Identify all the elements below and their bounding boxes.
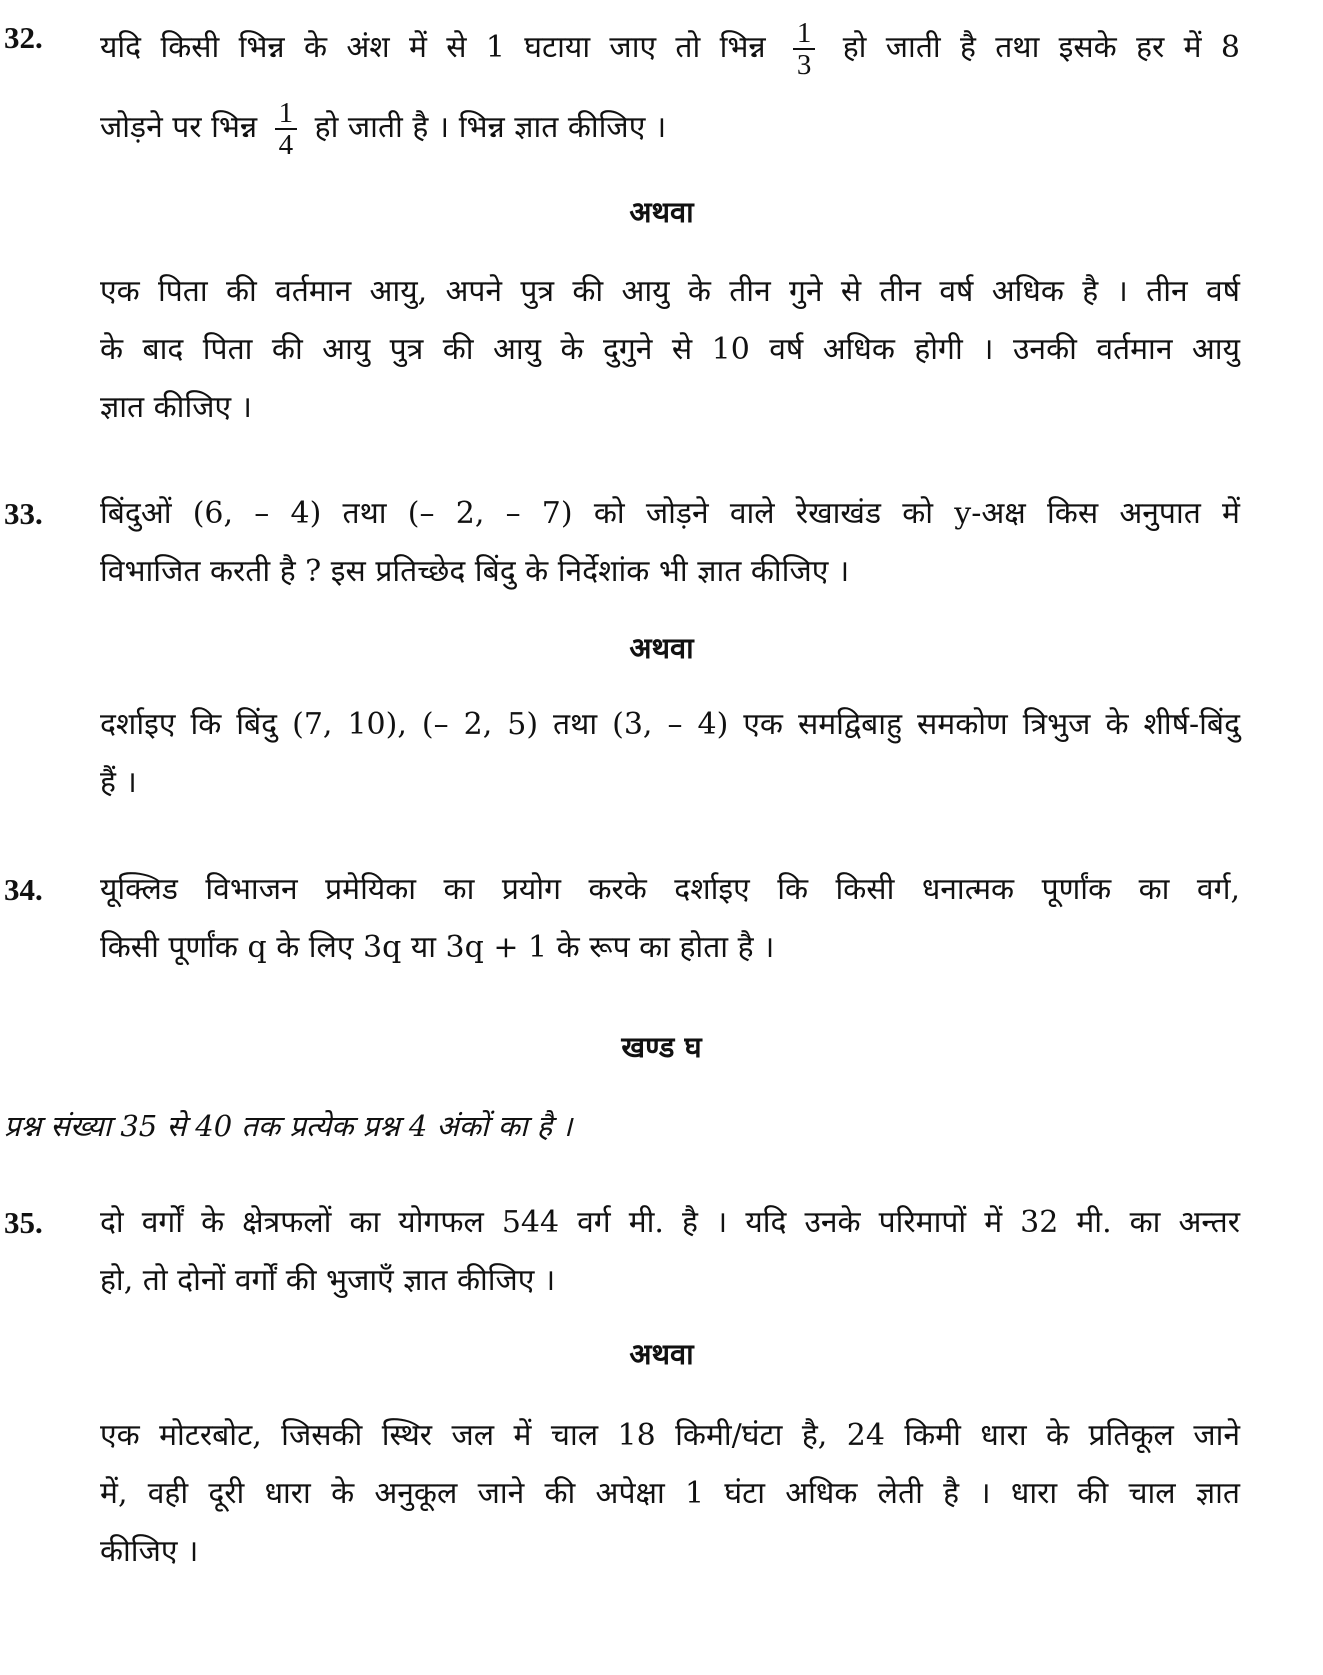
question-number: 34. bbox=[4, 872, 43, 907]
question-number: 33. bbox=[4, 496, 43, 531]
text-segment: हो जाती है । भिन्न ज्ञात कीजिए । bbox=[314, 110, 667, 145]
text-segment: जोड़ने पर भिन्न bbox=[100, 110, 258, 145]
fraction bbox=[275, 98, 298, 160]
question-text-line bbox=[100, 18, 1240, 80]
text-segment: यदि किसी भिन्न के अंश में से 1 घटाया जाए तो भिन्न bbox=[100, 30, 766, 65]
fraction-numerator: 1 bbox=[275, 98, 298, 130]
or-heading: अथवा bbox=[629, 1337, 694, 1371]
question-text-line: यूक्लिड विभाजन प्रमेयिका का प्रयोग करके दर्शाइए कि किसी धनात्मक पूर्णांक का वर्ग, bbox=[100, 872, 1240, 907]
fraction-denominator: 4 bbox=[278, 129, 294, 161]
question-text-line: विभाजित करती है ? इस प्रतिच्छेद बिंदु के निर्देशांक भी ज्ञात कीजिए । bbox=[100, 554, 850, 589]
question-text-line: दो वर्गों के क्षेत्रफलों का योगफल 544 वर्ग मी. है । यदि उनके परिमापों में 32 मी. का अन्तर bbox=[100, 1205, 1240, 1240]
fraction-denominator: 3 bbox=[796, 49, 812, 81]
question-number: 35. bbox=[4, 1205, 43, 1240]
question-text-line: में, वही दूरी धारा के अनुकूल जाने की अपेक्षा 1 घंटा अधिक लेती है । धारा की चाल ज्ञात bbox=[100, 1476, 1240, 1511]
or-heading: अथवा bbox=[629, 195, 694, 229]
section-title: खण्ड घ bbox=[621, 1030, 702, 1064]
question-text-line: दर्शाइए कि बिंदु (7, 10), (– 2, 5) तथा (3, – 4) एक समद्विबाहु समकोण त्रिभुज के शीर्ष-बिंदु bbox=[100, 707, 1240, 742]
question-text-line: किसी पूर्णांक q के लिए 3q या 3q + 1 के रूप का होता है । bbox=[100, 930, 775, 965]
question-text-line: हो, तो दोनों वर्गों की भुजाएँ ज्ञात कीजिए । bbox=[100, 1263, 556, 1298]
question-text-line: कीजिए । bbox=[100, 1534, 199, 1569]
question-text-line: एक पिता की वर्तमान आयु, अपने पुत्र की आयु के तीन गुने से तीन वर्ष अधिक है । तीन वर्ष bbox=[100, 274, 1240, 309]
section-instruction: प्रश्न संख्या 35 से 40 तक प्रत्येक प्रश्न 4 अंकों का है । bbox=[4, 1109, 573, 1143]
question-text-line: एक मोटरबोट, जिसकी स्थिर जल में चाल 18 किमी/घंटा है, 24 किमी धारा के प्रतिकूल जाने bbox=[100, 1418, 1240, 1453]
or-heading: अथवा bbox=[629, 631, 694, 665]
question-text-line: के बाद पिता की आयु पुत्र की आयु के दुगुने से 10 वर्ष अधिक होगी । उनकी वर्तमान आयु bbox=[100, 332, 1240, 367]
fraction bbox=[793, 18, 816, 80]
question-text-line: बिंदुओं (6, – 4) तथा (– 2, – 7) को जोड़ने वाले रेखाखंड को y-अक्ष किस अनुपात में bbox=[100, 496, 1240, 531]
question-number: 32. bbox=[4, 20, 43, 55]
fraction-numerator: 1 bbox=[793, 18, 816, 50]
text-segment: हो जाती है तथा इसके हर में 8 bbox=[842, 30, 1240, 65]
question-text-line: ज्ञात कीजिए । bbox=[100, 390, 252, 425]
question-text-line bbox=[100, 98, 666, 160]
question-text-line: हैं । bbox=[100, 765, 137, 800]
